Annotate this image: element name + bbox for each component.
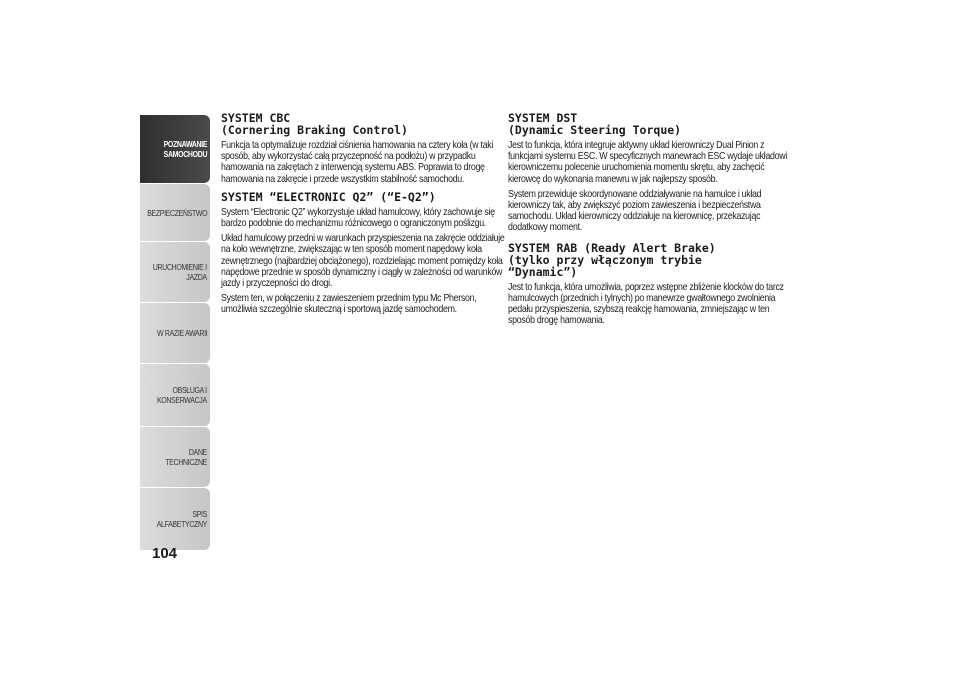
tab-label: POZNAWANIE SAMOCHODU (163, 139, 207, 159)
paragraph: System “Electronic Q2” wykorzystuje układ hamulcowy, który zachowuje się bardzo podobnie do mechanizmu różnicowego o ograniczonym poślizgu. (221, 205, 495, 230)
tab-label: W RAZIE AWARII (156, 328, 207, 338)
paragraph: System ten, w połączeniu z zawieszeniem przednim typu Mc Pherson, umożliwia szczególnie skuteczną i sportową jazdę samochodem. (221, 292, 477, 316)
tab-spis-alfabetyczny[interactable] (140, 488, 210, 550)
heading-line: (tylko przy włączonym trybie (508, 252, 702, 267)
section-heading (221, 112, 506, 136)
tab-label: BEZPIECZEŃSTWO (146, 207, 207, 218)
paragraph: Jest to funkcja, która integruje aktywny układ kierowniczy Dual Pinion z funkcjami systemu ESC. W specyficznych manewrach ESC wydaje układowi kierowniczemu polecenie uruchomienia momentu skrętu, aby zachęcić kierowcę do wykonania manewru w jak najlepszy sposób. (508, 139, 788, 185)
right-column (508, 112, 793, 332)
paragraph: Funkcja ta optymalizuje rozdział ciśnienia hamowania na cztery koła (w taki sposób, aby wykorzystać całą przyczepność na podłożu) w przypadku hamowania na zakrętach z interwencją systemu ABS. Poprawia to drogę hamowania na zakręcie i przede wszystkim stabilność samochodu. (221, 139, 494, 185)
section-cbc (221, 112, 506, 185)
section-dst (508, 112, 793, 234)
heading-line: SYSTEM CBC (221, 111, 291, 125)
section-heading (508, 242, 793, 278)
tab-label: SPIS ALFABETYCZNY (156, 509, 207, 529)
heading-line: SYSTEM RAB (Ready Alert Brake) (508, 240, 716, 255)
heading-line: SYSTEM DST (508, 111, 578, 125)
tab-uruchomienie-i-jazda[interactable] (140, 242, 210, 302)
paragraph: Układ hamulcowy przedni w warunkach przyspieszenia na zakręcie oddziałuje na koło wewnętrzne, zwiększając w ten sposób moment napędowy koła zewnętrznego (najbardziej obciążonego), rozdzielając moment pomiędzy koła napędowe przednie w sposób dynamiczny i ciągły w zależności od warunków jazdy i przyczepności do drogi. (221, 232, 505, 290)
tab-w-razie-awarii[interactable] (140, 303, 210, 363)
section-rab (508, 242, 793, 327)
left-column (221, 112, 506, 322)
paragraph: Jest to funkcja, która umożliwia, poprzez wstępne zbliżenie klocków do tarcz hamulcowych (przednich i tylnych) po manewrze gwałtownego zwolnienia pedału przyspieszenia, szybszą reakcję hamowania, zmniejszając w ten sposób drogę hamowania. (508, 280, 784, 327)
section-heading (221, 191, 506, 203)
heading-line: (Cornering Braking Control) (221, 123, 408, 137)
heading-line: “Dynamic”) (508, 264, 578, 279)
tab-label: DANE TECHNICZNE (165, 447, 207, 467)
paragraph: System przewiduje skoordynowane oddziaływanie na hamulce i układ kierowniczy tak, aby zwiększyć poziom zawieszenia i bezpieczeństwa samochodu. Układ kierowniczy oddziałuje na kierownicę, przekazując dodatkowy moment. (508, 187, 762, 234)
tab-bezpieczenstwo[interactable] (140, 184, 210, 241)
chapter-sidebar (140, 115, 210, 551)
section-eq2 (221, 191, 506, 316)
section-heading (508, 112, 793, 136)
tab-poznawanie-samochodu[interactable] (140, 115, 210, 183)
tab-obsluga-i-konserwacja[interactable] (140, 364, 210, 426)
heading-line: (Dynamic Steering Torque) (508, 123, 682, 137)
tab-label: OBSŁUGA I KONSERWACJA (157, 385, 207, 405)
tab-label: URUCHOMIENIE I JAZDA (153, 262, 207, 282)
heading-line: SYSTEM “ELECTRONIC Q2” (“E-Q2”) (221, 189, 436, 204)
page-number: 104 (152, 545, 178, 562)
tab-dane-techniczne[interactable] (140, 427, 210, 487)
